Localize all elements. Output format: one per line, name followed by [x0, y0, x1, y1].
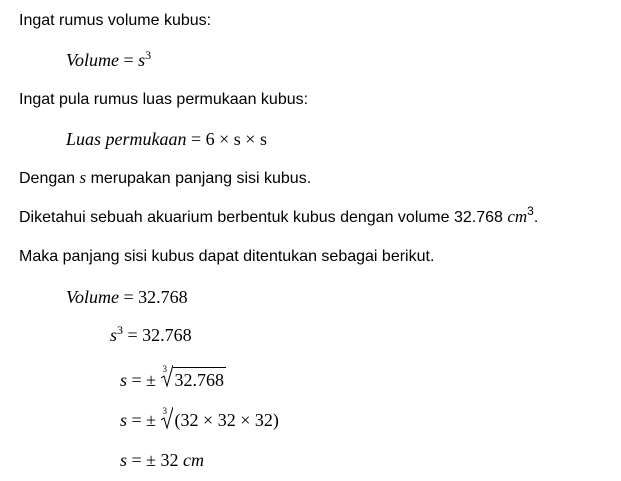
volume-formula: [66, 49, 151, 71]
step-3-var: s: [120, 370, 128, 390]
step-2: [110, 324, 192, 346]
surface-formula: [66, 128, 267, 150]
s-variable: s: [79, 168, 87, 187]
step-4-eq: = ±: [131, 410, 157, 430]
surface-formula-rhs: = 6 × s × s: [191, 129, 267, 149]
step-2-exp: 3: [117, 323, 124, 337]
given-unit: cm: [507, 207, 528, 226]
root-index: 3: [162, 364, 168, 374]
s-definition-text: Dengan s merupakan panjang sisi kubus.: [19, 168, 312, 187]
then-text: Maka panjang sisi kubus dapat ditentukan sebagai berikut.: [19, 248, 435, 265]
step-3: [120, 364, 226, 391]
step-1: [66, 286, 188, 308]
step-5: [120, 449, 204, 471]
step-1-label: Volume: [66, 287, 119, 307]
step-5-var: s: [120, 450, 128, 470]
step-1-rhs: = 32.768: [123, 287, 188, 307]
step-2-var: s: [110, 325, 118, 345]
radicand: (32 × 32 × 32): [174, 410, 279, 430]
volume-formula-rhs: = $s^3$: [123, 48, 152, 70]
intro-surface-text: Ingat pula rumus luas permukaan kubus:: [19, 91, 309, 108]
step-5-unit: cm: [183, 450, 205, 470]
radicand: 32.768: [173, 367, 227, 391]
cube-root-1: [161, 364, 227, 391]
step-3-eq: = ±: [131, 370, 157, 390]
step-4-var: s: [120, 410, 128, 430]
step-5-eq: = ± 32: [131, 450, 179, 470]
root-index: 3: [162, 406, 168, 416]
cube-root-2: [161, 406, 281, 431]
volume-formula-label: Volume: [66, 50, 119, 70]
step-2-rhs: = 32.768: [127, 325, 192, 345]
given-text: Diketahui sebuah akuarium berbentuk kubus dengan volume 32.768 $cm^3$.: [19, 204, 539, 226]
intro-volume-text: Ingat rumus volume kubus:: [19, 12, 212, 29]
step-4: [120, 406, 281, 431]
surface-formula-label: Luas permukaan: [66, 129, 187, 149]
